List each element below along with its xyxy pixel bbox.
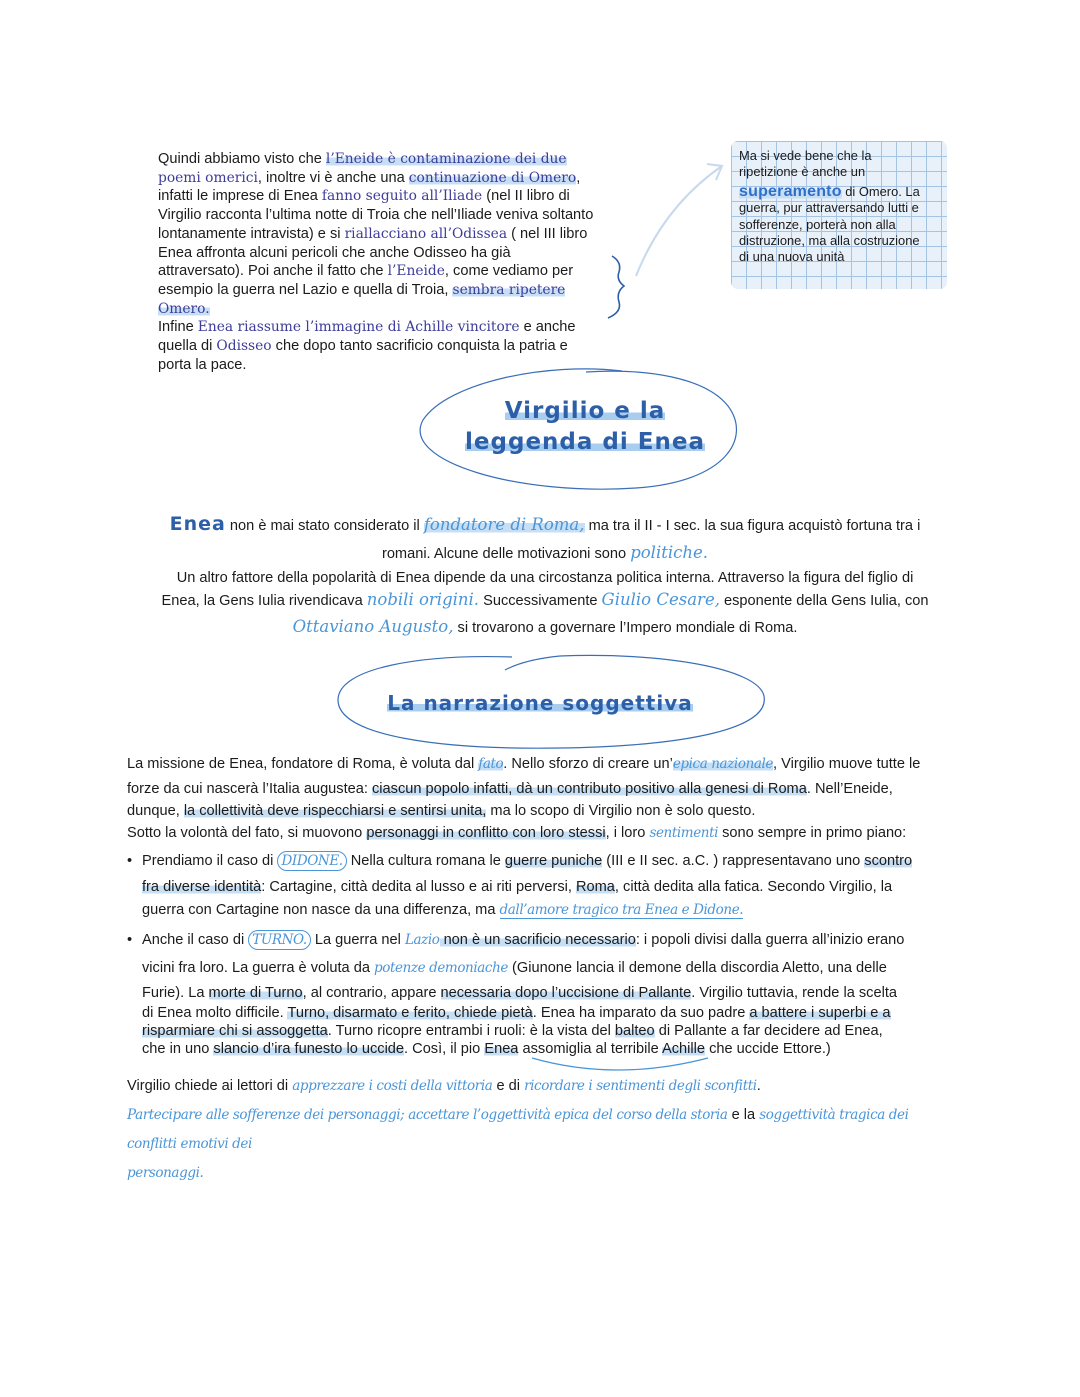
case-list [127, 848, 952, 1058]
section-enea-paragraph: Enea non è mai stato considerato il fondatore di Roma, ma tra il II - I sec. la sua figura acquistò fortuna tra i romani. Alcune delle motivazioni sono politiche. Un altro fattore della popolarità di Enea dipende da una circostanza politica interna. Attraverso la figura del figlio di Enea, la Gens Iulia rivendicava nobili origini. Successivamente Giulio Cesare, esponente della Gens Iulia, con Ottaviano Augusto, si trovarono a governare l’Impero mondiale di Roma. [161, 513, 929, 636]
grid-note: Ma si vede bene che la ripetizione è anche un superamento di Omero. La guerra, pur attraversando lutti e sofferenze, porterà non alla distruzione, ma alla costruzione di una nuova unità [731, 141, 947, 289]
closing-paragraph: Virgilio chiede ai lettori di apprezzare i costi della vittoria e di ricordare i sentimenti degli sconfitti. Partecipare alle sofferenze dei personaggi; accettare l’oggettività epica del corso della storia e la soggettività tragica dei conflitti emotivi dei personaggi. [127, 1078, 909, 1181]
closing-arc [532, 1058, 708, 1070]
list-item-didone: • Prendiamo il caso di DIDONE. Nella cultura romana le guerre puniche (III e II sec. a.C. ) rappresentavano uno scontro fra diverse identità: Cartagine, città dedita al lusso e ai riti perversi, Roma, città dedita alla fatica. Secondo Virgilio, la guerra con Cartagine non nasce da una differenza, ma dall’amore tragico tra Enea e Didone. [127, 848, 952, 920]
section-title-virgilio: Virgilio e la leggenda di Enea [465, 398, 705, 455]
arrow-line [636, 166, 722, 276]
list-item-turno: • Anche il caso di TURNO. La guerra nel Lazio non è un sacrificio necessario: i popoli divisi dalla guerra all’inizio erano vicini fra loro. La guerra è voluta da potenze demoniache (Giunone lancia il demone della discordia Aletto, una delle Furie). La morte di Turno, al contrario, appare necessaria dopo l’uccisione di Pallante. Virgilio tuttavia, rende la scelta di Enea molto difficile. Turno, disarmato e ferito, chiede pietà. Enea ha imparato da suo padre a battere i superbi e a risparmiare chi si assoggetta. Turno ricopre entrambi i ruoli: è la vista del balteo di Pallante a far decidere ad Enea, che in uno slancio d’ira funesto lo uccide. Così, il pio Enea assomiglia al terribile Achille che uccide Ettore.) [127, 926, 952, 1058]
turno-circled: TURNO. [248, 930, 311, 950]
intro-paragraph: Quindi abbiamo visto che l’Eneide è contaminazione dei due poemi omerici, inoltre vi è anche una continuazione di Omero, infatti le imprese di Enea fanno seguito all’Iliade (nel II libro di Virgilio racconta l’ultima notte di Troia che nell’Iliade veniva soltanto lontanamente intravista) e si riallacciano all’Odissea ( nel III libro Enea affronta alcuni pericoli che anche Odisseo ha già attraversato). Poi anche il fatto che l’Eneide, come vediamo per esempio la guerra nel Lazio e quella di Troia, sembra ripetere Omero. Infine Enea riassume l’immagine di Achille vincitore e anche quella di Odisseo che dopo tanto sacrificio conquista la patria e porta la pace. [158, 151, 594, 373]
note-keyword: superamento [739, 182, 842, 200]
section-title-narrazione: La narrazione soggettiva [387, 691, 693, 715]
section-narrazione-body: La missione de Enea, fondatore di Roma, è voluta dal fato. Nello sforzo di creare un’epica nazionale, Virgilio muove tutte le forze da cui nascerà l’Italia augustea: ciascun popolo infatti, dà un contributo positivo alla genesi di Roma. Nell’Eneide, dunque, la collettività deve rispecchiarsi e sentirsi unita, ma lo scopo di Virgilio non è solo questo. Sotto la volontà del fato, si muovono personaggi in conflitto con loro stessi, i loro sentimenti sono sempre in primo piano: • Prendiamo il caso di DIDONE. Nella cultura romana le guerre puniche (III e II sec. a.C. ) rappresentavano uno scontro fra diverse identità: Cartagine, città dedita al lusso e ai riti perversi, Roma, città dedita alla fatica. Secondo Virgilio, la guerra con Cartagine non nasce da una differenza, ma dall’amore tragico tra Enea e Didone. • Anche il caso di TURNO. La guerra nel Lazio non è un sacrificio necessario: i popoli divisi dalla guerra all’inizio erano vicini fra loro. La guerra è voluta da potenze demoniache (Giunone lancia il demone della discordia Aletto, una delle Furie). La morte di Turno, al contrario, appare necessaria dopo l’uccisione di Pallante. Virgilio tuttavia, rende la scelta di Enea molto difficile. Turno, disarmato e ferito, chiede pietà. Enea ha imparato da suo padre a battere i superbi e a risparmiare chi si assoggetta. Turno ricopre entrambi i ruoli: è la vista del balteo di Pallante a far decidere ad Enea, che in uno slancio d’ira funesto lo uccide. Così, il pio Enea assomiglia al terribile Achille che uccide Ettore.) [127, 752, 952, 1058]
didone-circled: DIDONE. [277, 851, 346, 871]
